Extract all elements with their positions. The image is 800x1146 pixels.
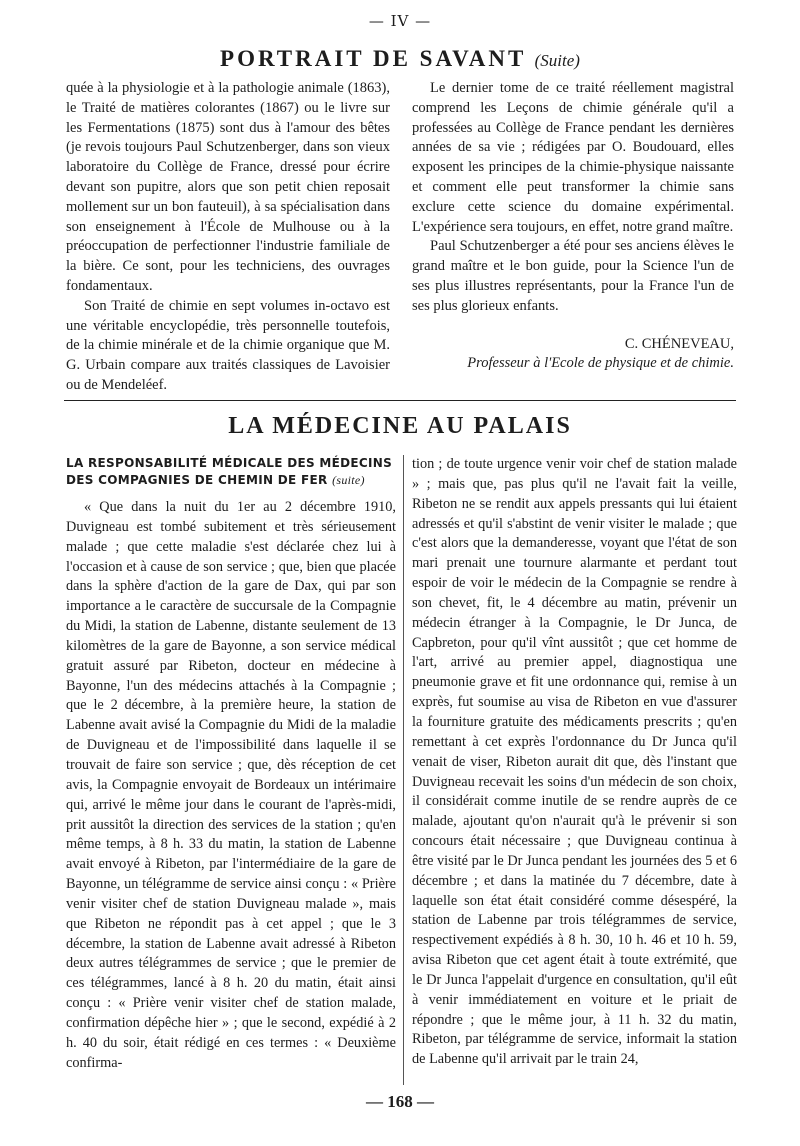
column-divider bbox=[403, 455, 404, 1085]
section-divider bbox=[64, 400, 736, 401]
author-title: Professeur à l'Ecole de physique et de chimie. bbox=[467, 355, 734, 372]
subheading-line-2: DES COMPAGNIES DE CHEMIN DE FER bbox=[66, 473, 328, 487]
top-folio: — IV — bbox=[368, 12, 432, 30]
article-subheading bbox=[66, 455, 396, 489]
section-title-suite: (Suite) bbox=[534, 51, 580, 70]
portrait-left-paragraph-2: Son Traité de chimie en sept volumes in-octavo est une véritable encyclopédie, très personnelle toutefois, de la chimie minérale et de la chimie organique que M. G. Urbain compare aux traités classiques de Lavoisier ou de Mendeléef. bbox=[66, 297, 390, 393]
portrait-right-paragraph-1: Le dernier tome de ce traité réellement magistral comprend les Leçons de chimie générale qu'il a professées au Collège de France pendant les dernières années de sa vie ; rédigées par O. Boudouard, elles exposent les principes de la chimie-physique naissante et comment elle peut transformer la chimie sans exclure cette science du domaine expérimental. L'expérience sera toujours, en effet, notre grand maître. bbox=[412, 80, 734, 235]
subheading-suite: (suite) bbox=[332, 473, 365, 487]
medecine-left-column bbox=[66, 498, 396, 1073]
section-title-medecine: LA MÉDECINE AU PALAIS bbox=[228, 413, 572, 439]
portrait-left-column bbox=[66, 79, 390, 396]
medecine-right-paragraph: tion ; de toute urgence venir voir chef de station malade » ; mais que, pas plus qu'il ne l'avait fait la veille, Ribeton ne se rendit aux appels pressants qui lui étaient adressés et qu'il s'abstint de venir visiter le malade ; que c'est alors que la demanderesse, voyant que l'état de son mari prenait une tournure alarmante et perdant tout espoir de voir le médecin de la Compagnie se rendre à son chevet, fit, le 4 décembre au matin, prévenir un médecin étranger à la Compagnie, le Dr Junca, de Capbreton, pour qu'il vînt aussitôt ; que cet homme de l'art, arrivé au premier appel, diagnostiqua une pneumonie grave et fit une ordonnance qui, remise à un exprès, fut soumise au visa de Ribeton en vue d'assurer la fourniture gratuite des médicaments prescrits ; qu'en remettant à cet exprès l'ordonnance du Dr Junca qu'il venait de viser, Ribeton aurait dit que, dès l'instant que Duvigneau recevait les soins d'un médecin de son choix, il considérait comme inutile de se rendre auprès de ce malade, ajoutant qu'on n'aurait qu'à le prévenir si son concours était nécessaire ; que Duvigneau continua à être visité par le Dr Junca pendant les journées des 5 et 6 décembre ; et dans la matinée du 7 décembre, date à laquelle son état était considéré comme désespéré, la station de Labenne par trois télégrammes de service, respectivement expédiés à 8 h. 30, 10 h. 46 et 10 h. 59, avisa Ribeton que cet agent était à toute extrémité, que le Dr Junca l'appelait d'urgence en consultation, qu'il eût à venir immédiatement en voiture et le priait de répondre ; que le même jour, à 11 h. 32 du matin, Ribeton, par télégramme de service, informait la station de Labenne qu'il arrivait par le train 24, bbox=[412, 456, 737, 1068]
portrait-left-paragraph-1: quée à la physiologie et à la pathologie animale (1863), le Traité de matières colorantes (1867) ou le livre sur les Fermentations (1875) sont dus à l'amour des bêtes (je revois toujours Paul Schutzenberger, dans son vieux laboratoire du Collège de France, dressé pour écrire devant son pupitre, alors que son petit chien reposait mollement sur un bon fauteuil), à sa spécialisation dans son enseignement à l'École de Mulhouse ou à la préoccupation de perfectionner l'industrie familiale de la bière. Ce sont, pour les techniciens, des ouvrages fondamentaux. bbox=[66, 80, 390, 294]
section-title-portrait bbox=[0, 46, 800, 72]
portrait-right-paragraph-2: Paul Schutzenberger a été pour ses anciens élèves le grand maître et le bon guide, pour la Science l'un de ses plus illustres représentants, pour la France l'un de ses plus glorieux enfants. bbox=[412, 238, 734, 314]
subheading-line-1: LA RESPONSABILITÉ MÉDICALE DES MÉDECINS bbox=[66, 456, 393, 470]
medecine-right-column bbox=[412, 455, 737, 1070]
section-title-text: PORTRAIT DE SAVANT bbox=[220, 46, 526, 71]
author-signature: C. CHÉNEVEAU, bbox=[624, 335, 734, 352]
portrait-right-column bbox=[412, 79, 734, 374]
medecine-left-paragraph: « Que dans la nuit du 1er au 2 décembre 1910, Duvigneau est tombé subitement et très sérieusement malade ; que cette maladie s'est déclarée chez lui à l'occasion et à cause de son service ; que, bien que placée dans la sphère d'action de la gare de Dax, qui par son importance a le caractère de succursale de la Compagnie du Midi, la station de Labenne, distante seulement de 13 kilomètres de la gare de Bayonne, a son service médical gratuit assuré par Ribeton, docteur en médecine à Bayonne, l'un des médecins attachés à la Compagnie ; que le 2 décembre, à la première heure, la station de Labenne avait avisé la Compagnie du Midi de la maladie de Duvigneau et de l'impossibilité dans laquelle il se trouvait de faire son service ; que, dès réception de cet avis, la Compagnie envoyait de Bordeaux un intérimaire qui, arrivé le même jour dans le courant de l'après-midi, prit aussitôt la direction des services de la station ; qu'en même temps, à 8 h. 33 du matin, la station de Labenne avait envoyé à Ribeton, par l'intermédiaire de la gare de Bayonne, un télégramme de service ainsi conçu : « Prière venir visiter chef de station Duvigneau malade », mais que Ribeton ne répondit pas à cet appel ; que le 3 décembre, la station de Labenne avait adressé à Ribeton deux autres télégrammes de service ; que le premier de ces télégrammes, lancé à 8 h. 20 du matin, était ainsi conçu : « Prière venir visiter chef de station malade, confirmation dépêche hier » ; que le second, expédié à 2 h. 40 du soir, était rédigé en ces termes : « Deuxième confirma- bbox=[66, 499, 396, 1071]
page-number: — 168 — bbox=[366, 1092, 434, 1111]
